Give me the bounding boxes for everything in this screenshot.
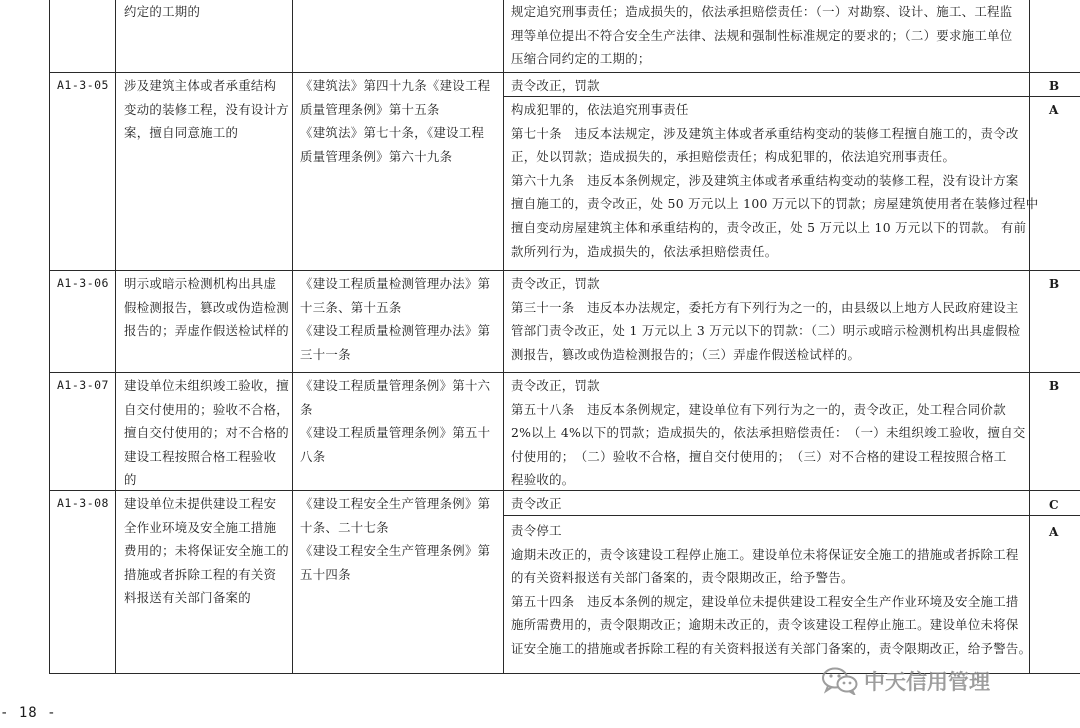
text-line: 擅自变动房屋建筑主体和承重结构的，责令改正，处 5 万元以上 10 万元以下的罚款。 有前 bbox=[511, 219, 1027, 235]
text-line: 理等单位提出不符合安全生产法律、法规和强制性标准规定的要求的；（二）要求施工单位 bbox=[511, 27, 1013, 43]
text-line: 《建设工程质量管理条例》第五十 bbox=[300, 425, 491, 441]
text-line: 程验收的。 bbox=[511, 472, 575, 488]
text-line: 质量管理条例》第六十九条 bbox=[300, 148, 453, 164]
text-line: 五十四条 bbox=[300, 566, 351, 582]
penalty-cell bbox=[511, 74, 600, 98]
text-line: 《建设工程质量管理条例》第十六 bbox=[300, 378, 491, 393]
table-border-left bbox=[49, 0, 50, 674]
text-line: 责令改正，罚款 bbox=[511, 78, 600, 93]
table-border-basis bbox=[503, 0, 504, 674]
penalty-cell bbox=[511, 98, 1038, 263]
text-line: 三十一条 bbox=[300, 346, 351, 362]
penalty-cell bbox=[511, 272, 1020, 366]
penalty-cell bbox=[511, 492, 562, 516]
text-line: 涉及建筑主体或者承重结构 bbox=[124, 78, 277, 93]
grade-badge: C bbox=[1049, 498, 1059, 512]
basis-cell bbox=[300, 74, 490, 168]
text-line: 料报送有关部门备案的 bbox=[124, 590, 251, 606]
text-line: 建设单位未提供建设工程安 bbox=[124, 496, 277, 511]
text-line: 测报告，篡改或伪造检测报告的；（三）弄虚作假送检试样的。 bbox=[511, 346, 861, 362]
text-line: 明示或暗示检测机构出具虚 bbox=[124, 276, 277, 291]
text-line: 责令改正，罚款 bbox=[511, 378, 600, 393]
basis-cell bbox=[300, 374, 490, 468]
text-line: 变动的装修工程，没有设计方 bbox=[124, 101, 289, 117]
grade-badge: B bbox=[1049, 79, 1060, 93]
behavior-cell bbox=[124, 374, 289, 492]
text-line: 自交付使用的；验收不合格， bbox=[124, 401, 289, 417]
row-code: A1-3-07 bbox=[57, 378, 109, 392]
text-line: 《建筑法》第七十条，《建设工程 bbox=[300, 125, 485, 141]
table-border-code bbox=[115, 0, 116, 674]
text-line: 付使用的； （二）验收不合格，擅自交付使用的； （三）对不合格的建设工程按照合格工 bbox=[511, 448, 1007, 464]
text-line: 第六十九条 违反本条例规定，涉及建筑主体或者承重结构变动的装修工程，没有设计方案 bbox=[511, 172, 1019, 188]
text-line: 质量管理条例》第十五条 bbox=[300, 101, 440, 117]
watermark bbox=[822, 664, 990, 698]
continued-penalty-cell bbox=[511, 0, 1012, 71]
text-line: 规定追究刑事责任；造成损失的，依法承担赔偿责任：（一）对勘察、设计、施工、工程监 bbox=[511, 4, 1013, 19]
text-line: 管部门责令改正，处 1 万元以上 3 万元以下的罚款：（二）明示或暗示检测机构出具虚假检 bbox=[511, 323, 1021, 339]
text-line: 十条、二十七条 bbox=[300, 519, 389, 535]
grade-badge: B bbox=[1049, 277, 1060, 291]
text-line: 第五十八条 违反本条例规定，建设单位有下列行为之一的，责令改正，处工程合同价款 bbox=[511, 401, 1006, 417]
text-line: 构成犯罪的，依法追究刑事责任 bbox=[511, 102, 689, 117]
text-line: 建设工程按照合格工程验收 bbox=[124, 448, 277, 464]
text-line: 条 bbox=[300, 401, 313, 417]
text-line: 压缩合同约定的工期的； bbox=[511, 51, 651, 67]
text-line: 责令改正 bbox=[511, 496, 562, 511]
text-line: 2%以上 4%以下的罚款；造成损失的，依法承担赔偿责任： （一）未组织竣工验收，擅自交 bbox=[511, 425, 1026, 441]
text-line: 正，处以罚款；造成损失的，承担赔偿责任；构成犯罪的，依法追究刑事责任。 bbox=[511, 149, 956, 165]
text-line: 全作业环境及安全施工措施 bbox=[124, 519, 277, 535]
text-line: 《建设工程安全生产管理条例》第 bbox=[300, 543, 491, 559]
text-line: 第三十一条 违反本办法规定，委托方有下列行为之一的，由县级以上地方人民政府建设主 bbox=[511, 299, 1019, 315]
text-line: 的 bbox=[124, 472, 137, 488]
grade-badge: A bbox=[1049, 525, 1059, 539]
text-line: 假检测报告，篡改或伪造检测 bbox=[124, 299, 289, 315]
text-line: 八条 bbox=[300, 448, 326, 464]
text-line: 《建筑法》第四十九条《建设工程 bbox=[300, 78, 491, 93]
penalty-cell bbox=[511, 374, 1026, 492]
row-code: A1-3-08 bbox=[57, 496, 109, 510]
basis-cell bbox=[300, 272, 490, 366]
text-line: 款所列行为，造成损失的，依法承担赔偿责任。 bbox=[511, 243, 778, 259]
text-line: 第五十四条 违反本条例的规定，建设单位未提供建设工程安全生产作业环境及安全施工措 bbox=[511, 593, 1019, 609]
row-code: A1-3-06 bbox=[57, 276, 109, 290]
text-line: 费用的；未将保证安全施工的 bbox=[124, 543, 289, 559]
text-line: 逾期未改正的，责令该建设工程停止施工。建设单位未将保证安全施工的措施或者拆除工程 bbox=[511, 546, 1019, 562]
text-line: 案，擅自同意施工的 bbox=[124, 125, 239, 141]
text-line: 施所需费用的，责令限期改正；逾期未改正的，责令该建设工程停止施工。建设单位未将保 bbox=[511, 617, 1019, 633]
text-line: 证安全施工的措施或者拆除工程的有关资料报送有关部门备案的，责令限期改正，给予警告。 bbox=[511, 640, 1032, 656]
text-line: 的有关资料报送有关部门备案的，责令限期改正，给予警告。 bbox=[511, 570, 854, 586]
row-code: A1-3-05 bbox=[57, 78, 109, 92]
row-divider bbox=[49, 72, 1080, 73]
text-line: 十三条、第十五条 bbox=[300, 299, 402, 315]
row-divider bbox=[49, 372, 1080, 373]
grade-badge: A bbox=[1049, 103, 1059, 117]
grade-badge: B bbox=[1049, 379, 1060, 393]
wechat-icon bbox=[822, 667, 858, 695]
text-line: 擅自交付使用的；对不合格的 bbox=[124, 425, 289, 441]
penalty-cell bbox=[511, 519, 1031, 661]
text-line: 第七十条 违反本法规定，涉及建筑主体或者承重结构变动的装修工程擅自施工的，责令改 bbox=[511, 125, 1019, 141]
text-line: 《建设工程质量检测管理办法》第 bbox=[300, 276, 491, 291]
text-line: 报告的；弄虚作假送检试样的 bbox=[124, 323, 289, 339]
table-border-behavior bbox=[292, 0, 293, 674]
watermark-text: 中天信用管理 bbox=[864, 670, 990, 694]
behavior-cell bbox=[124, 272, 289, 343]
text-line: 约定的工期的 bbox=[124, 4, 201, 19]
sub-row-divider bbox=[503, 515, 1080, 516]
page-number: - 18 - bbox=[0, 705, 57, 721]
row-divider bbox=[49, 270, 1080, 271]
text-line: 建设单位未组织竣工验收，擅 bbox=[124, 378, 289, 393]
behavior-cell bbox=[124, 74, 289, 145]
text-line: 《建设工程质量检测管理办法》第 bbox=[300, 323, 491, 339]
continued-behavior-cell bbox=[124, 0, 200, 24]
text-line: 责令改正，罚款 bbox=[511, 276, 600, 291]
text-line: 责令停工 bbox=[511, 523, 562, 538]
basis-cell bbox=[300, 492, 490, 586]
text-line: 擅自施工的，责令改正，处 50 万元以上 100 万元以下的罚款；房屋建筑使用者在装修过程中 bbox=[511, 196, 1039, 212]
text-line: 《建设工程安全生产管理条例》第 bbox=[300, 496, 491, 511]
behavior-cell bbox=[124, 492, 289, 610]
text-line: 措施或者拆除工程的有关资 bbox=[124, 566, 277, 582]
